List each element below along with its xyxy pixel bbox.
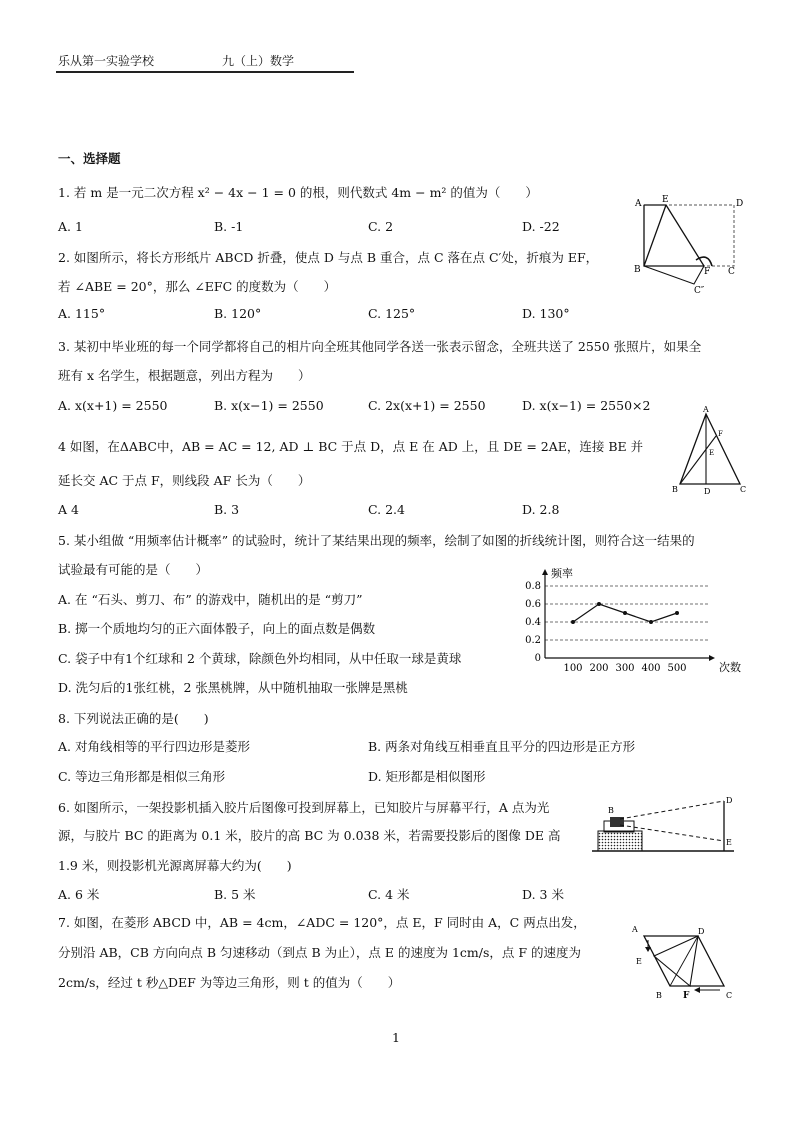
label-a: A: [635, 199, 642, 209]
q5-option-b: B. 掷一个质地均匀的正六面体骰子，向上的面点数是偶数: [58, 621, 376, 636]
q8-stem: 8. 下列说法正确的是( ): [58, 711, 209, 726]
data-point: [649, 620, 653, 624]
y-tick-label: 0.4: [525, 617, 541, 628]
arrow-f-head: [694, 987, 700, 993]
q5-stem-line2: 试验最有可能的是（ ）: [58, 562, 209, 577]
data-point: [623, 611, 627, 615]
q4-option-d: D. 2.8: [522, 502, 560, 517]
label-f: F: [704, 267, 711, 277]
rect-abcd-outline: [644, 205, 734, 266]
q3-option-b: B. x(x−1) = 2550: [214, 398, 324, 413]
q1-option-a: A. 1: [58, 219, 83, 234]
q1-option-b: B. -1: [214, 219, 244, 234]
q6-stem-line2: 源，与胶片 BC 的距离为 0.1 米，胶片的高 BC 为 0.038 米，若需要投影后的图像 DE 高: [58, 828, 561, 843]
fig-rhombus: [628, 918, 740, 1004]
label-c: C: [728, 267, 735, 277]
label-d: D: [704, 487, 711, 496]
header-school: 乐从第一实验学校: [58, 54, 155, 68]
section-title: 一、选择题: [58, 151, 121, 166]
q4-option-b: B. 3: [214, 502, 240, 517]
x-axis-title: 次数: [719, 661, 741, 674]
y-tick-label: 0.8: [525, 581, 541, 592]
q1-option-d: D. -22: [522, 219, 560, 234]
q3-option-a: A. x(x+1) = 2550: [58, 398, 168, 413]
y-tick-label: 0: [534, 653, 541, 664]
label-c-prime: C″: [694, 286, 705, 296]
label-e: E: [709, 449, 715, 457]
y-tick-label: 0.6: [525, 599, 541, 610]
q3-option-d: D. x(x−1) = 2550×2: [522, 398, 651, 413]
arrow-e-head: [645, 947, 651, 952]
q3-option-c: C. 2x(x+1) = 2550: [368, 398, 486, 413]
label-b: B: [656, 991, 662, 1000]
q2-option-b: B. 120°: [214, 306, 262, 321]
label-b: B: [634, 265, 641, 275]
label-d: D: [698, 927, 705, 936]
q4-option-a: A 4: [58, 502, 79, 517]
label-e: E: [662, 195, 669, 205]
q5-option-c: C. 袋子中有1个红球和 2 个黄球，除颜色外均相同，从中任取一球是黄球: [58, 651, 462, 666]
q7-stem-line3: 2cm/s，经过 t 秒△DEF 为等边三角形，则 t 的值为（ ）: [58, 975, 401, 990]
q5-stem-line1: 5. 某小组做 “用频率估计概率” 的试验时，统计了某结果出现的频率，绘制了如图的折线统计图，则符合这一结果的: [58, 533, 695, 548]
triangle-def: [654, 936, 698, 986]
q2-option-a: A. 115°: [58, 306, 106, 321]
q6-option-c: C. 4 米: [368, 887, 410, 902]
projector-base: [598, 831, 642, 851]
header-rule: [56, 71, 354, 73]
x-tick-label: 400: [641, 663, 661, 674]
q6-stem-line1: 6. 如图所示，一架投影机插入胶片后图像可投到屏幕上，已知胶片与屏幕平行，A 点为光: [58, 800, 550, 815]
q4-stem-line1: 4 如图，在ΔABC中，AB = AC = 12, AD ⊥ BC 于点 D，点 E 在 AD 上，且 DE = 2AE，连接 BE 并: [58, 439, 644, 454]
label-e: E: [636, 957, 642, 966]
fig-projector: [592, 793, 740, 859]
fold-eb: [644, 205, 666, 266]
ray-top: [620, 801, 724, 819]
label-b: B: [672, 485, 678, 494]
q3-stem-line2: 班有 x 名学生，根据题意，列出方程为 ）: [58, 368, 311, 383]
q2-option-c: C. 125°: [368, 306, 416, 321]
label-d: D: [736, 199, 744, 209]
label-f: F: [683, 991, 690, 1001]
q1-stem: 1. 若 m 是一元二次方程 x² − 4x − 1 = 0 的根，则代数式 4m − m² 的值为（ ）: [58, 185, 538, 200]
x-tick-label: 100: [563, 663, 583, 674]
q5-option-a: A. 在 “石头、剪刀、布” 的游戏中，随机出的是 “剪刀”: [58, 592, 363, 607]
label-f: F: [718, 430, 723, 438]
rect-left-bottom: [644, 205, 704, 266]
q2-option-d: D. 130°: [522, 306, 570, 321]
x-tick-label: 300: [615, 663, 635, 674]
fig-triangle-abc: [668, 406, 750, 496]
label-a: A: [632, 925, 638, 934]
label-e: E: [726, 838, 732, 847]
q4-option-c: C. 2.4: [368, 502, 405, 517]
label-c: C: [740, 485, 747, 494]
x-tick-label: 500: [667, 663, 687, 674]
data-point: [571, 620, 575, 624]
folded-part: [644, 266, 704, 284]
q6-stem-line3: 1.9 米，则投影机光源离屏幕大约为( ): [58, 858, 292, 873]
header-course: 九（上）数学: [222, 54, 295, 68]
y-axis-title: 频率: [551, 567, 573, 580]
q7-stem-line2: 分别沿 AB，CB 方向向点 B 匀速移动（到点 B 为止），点 E 的速度为 1cm/s，点 F 的速度为: [58, 945, 582, 960]
angle-arc: [696, 257, 712, 266]
q7-stem-line1: 7. 如图，在菱形 ABCD 中，AB = 4cm，∠ADC = 120°，点 E，F 同时由 A，C 两点出发，: [58, 915, 586, 930]
q8-option-c: C. 等边三角形都是相似三角形: [58, 769, 226, 784]
q3-stem-line1: 3. 某初中毕业班的每一个同学都将自己的相片向全班其他同学各送一张表示留念，全班共送了 2550 张照片，如果全: [58, 339, 702, 354]
page-number: 1: [392, 1030, 400, 1045]
y-axis-arrow: [542, 569, 548, 575]
data-point: [675, 611, 679, 615]
segment-bf: [680, 436, 716, 484]
x-tick-label: 200: [589, 663, 609, 674]
q2-stem-line1: 2. 如图所示，将长方形纸片 ABCD 折叠，使点 D 与点 B 重合，点 C 落在点 C′处，折痕为 EF，: [58, 250, 599, 265]
frequency-line-chart: [505, 566, 745, 676]
label-d: D: [726, 796, 733, 805]
label-b: B: [608, 806, 614, 815]
q5-option-d: D. 洗匀后的1张红桃，2 张黑桃牌，从中随机抽取一张牌是黑桃: [58, 680, 408, 695]
q8-option-a: A. 对角线相等的平行四边形是菱形: [58, 739, 250, 754]
data-point: [597, 602, 601, 606]
q8-option-d: D. 矩形都是相似图形: [368, 769, 486, 784]
q8-option-b: B. 两条对角线互相垂直且平分的四边形是正方形: [368, 739, 636, 754]
q1-option-c: C. 2: [368, 219, 394, 234]
q6-option-a: A. 6 米: [58, 887, 100, 902]
q4-stem-line2: 延长交 AC 于点 F，则线段 AF 长为（ ）: [58, 473, 311, 488]
q6-option-b: B. 5 米: [214, 887, 256, 902]
q6-option-d: D. 3 米: [522, 887, 564, 902]
x-axis-arrow: [709, 655, 715, 661]
fold-ef: [666, 205, 704, 266]
label-c: C: [726, 991, 733, 1000]
q2-stem-line2: 若 ∠ABE = 20°，那么 ∠EFC 的度数为（ ）: [58, 279, 337, 294]
y-tick-label: 0.2: [525, 635, 541, 646]
label-a: A: [703, 406, 709, 414]
fig-folded-rectangle: [630, 192, 748, 298]
